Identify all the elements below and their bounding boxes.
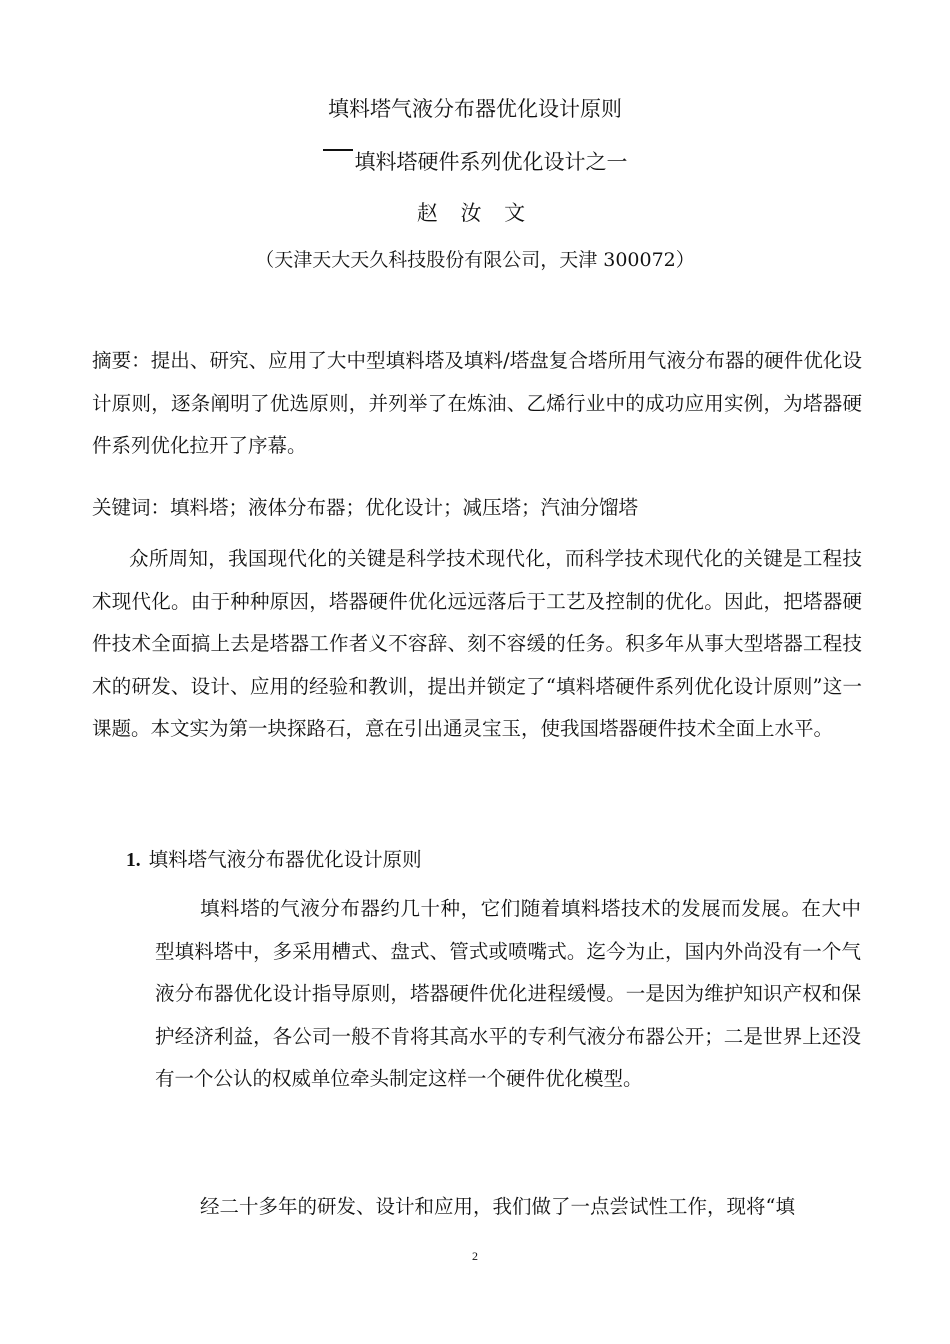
page-number: 2 [472,1249,478,1263]
subtitle-text: 填料塔硬件系列优化设计之一 [354,150,628,174]
section-number: 1. [126,850,141,871]
author: 赵 汝 文 [416,201,534,225]
abstract-paragraph: 摘要：提出、研究、应用了大中型填料塔及填料/塔盘复合塔所用气液分布器的硬件优化设计原则，逐条阐明了优选原则，并列举了在炼油、乙烯行业中的成功应用实例，为塔器硬件系列优化拉开了序幕。 [92,349,862,457]
affiliation: （天津天大天久科技股份有限公司，天津 300072） [255,249,695,271]
section-paragraph-1: 填料塔的气液分布器约几十种，它们随着填料塔技术的发展而发展。在大中型填料塔中，多采用槽式、盘式、管式或喷嘴式。迄今为止，国内外尚没有一个气液分布器优化设计指导原则，塔器硬件优化进程缓慢。一是因为维护知识产权和保护经济利益，各公司一般不肯将其高水平的专利气液分布器公开；二是世界上还没有一个公认的权威单位牵头制定这样一个硬件优化模型。 [155,897,861,1090]
section-title: 填料塔气液分布器优化设计原则 [148,848,422,871]
paper-title: 填料塔气液分布器优化设计原则 [328,97,622,121]
section-heading [126,840,422,881]
subtitle-dash [323,149,353,151]
section-paragraph-2: 经二十多年的研发、设计和应用，我们做了一点尝试性工作，现将“填 [200,1195,795,1218]
intro-paragraph: 众所周知，我国现代化的关键是科学技术现代化，而科学技术现代化的关键是工程技术现代化。由于种种原因，塔器硬件优化远远落后于工艺及控制的优化。因此，把塔器硬件技术全面搞上去是塔器工作者义不容辞、刻不容缓的任务。积多年从事大型塔器工程技术的研发、设计、应用的经验和教训，提出并锁定了“填料塔硬件系列优化设计原则”这一课题。本文实为第一块探路石，意在引出通灵宝玉，使我国塔器硬件技术全面上水平。 [92,547,862,740]
keywords-line: 关键词：填料塔；液体分布器；优化设计；减压塔；汽油分馏塔 [92,496,639,519]
paper-subtitle [0,147,950,177]
